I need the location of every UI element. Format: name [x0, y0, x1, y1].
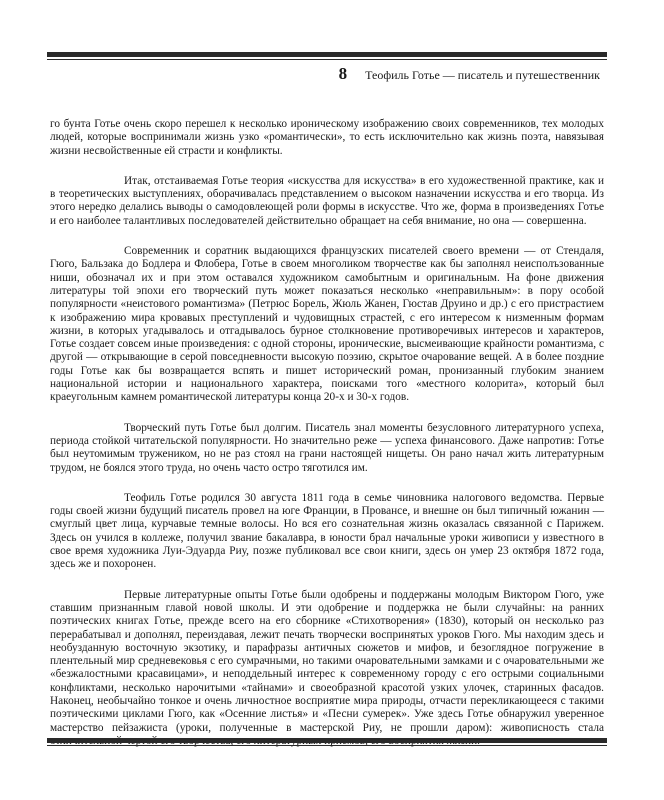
- paragraph: Итак, отстаиваемая Готье теория «искусства для искусства» в его художественной практике, как и в теоретических выступлениях, оборачивалась представлением о высоком назначении искусства и его творца. Из этого нередко делались выводы о самодовлеющей роли формы в искусстве. Что же, форма в произведениях Готье и его наиболее талантливых последователей действительно обращает на себя внимание, но она — совершенна.: [50, 174, 604, 227]
- header-rule-thick: [47, 52, 607, 57]
- page-number: 8: [338, 64, 348, 83]
- paragraph: Первые литературные опыты Готье были одобрены и поддержаны молодым Виктором Гюго, уже ставшим признанным главой новой школы. И эти одобрение и поддержка не были случайны: на ранних поэтических книгах Готье, прежде всего на его сборнике «Стихотворения» (1830), который он несколько раз перерабатывал и дополнял, переиздавая, лежит печать творчески воспринятых уроков Гюго. Мы находим здесь и необузданную восточную экзотику, и парафразы античных сюжетов и мифов, и безоглядное погружение в плентельный мир средневековья с его сумрачными, но такими очаровательными замками и с очаровательными же «безжалостными красавицами», и неподдельный интерес к современному городу с его острыми социальными конфликтами, несколько нарочитыми «тайнами» и своеобразной красотой узких улочек, старинных фасадов. Наконец, необычайно тонкое и очень личностное восприятие мира природы, отчасти перекликающееся с такими поэтическими циклами Гюго, как «Осенние листья» и «Песни сумерек». Уже здесь Готье обнаружил уверенное мастерство пейзажиста (уроки, полученные в мастерской Риу, не прошли даром): живописность стала: [50, 588, 604, 734]
- paragraph: Теофиль Готье родился 30 августа 1811 года в семье чиновника налогового ведомства. Первые годы своей жизни будущий писатель провел на юге Франции, в Провансе, и внешне он был типичный южанин — смуглый цвет лица, курчавые темные волосы. Но вся его сознательная жизнь оказалась связанной с Парижем. Здесь он учился в коллеже, получил звание бакалавра, в юности брал начальные уроки живописи у известного в свое время художника Луи-Эдуарда Риу, позже публиковал все свои книги, здесь он умер 23 октября 1872 года, здесь же и похоронен.: [50, 491, 604, 571]
- paragraph: Творческий путь Готье был долгим. Писатель знал моменты безусловного литературного успеха, периода стойкой читательской популярности. Но значительно реже — успеха финансового. Даже напротив: Готье был неутомимым тружеником, но не раз стоял на грани настоящей нищеты. Он рано начал жить литературным трудом, не боялся этого труда, но очень часто остро тяготился им.: [50, 421, 604, 474]
- running-title: Теофиль Готье — писатель и путешественник: [365, 68, 600, 82]
- body-text: [50, 118, 604, 765]
- footer-rule-thick: [47, 738, 607, 743]
- header-rule-thin: [47, 59, 607, 60]
- paragraph: го бунта Готье очень скоро перешел к несколько ироническому изображению своих современников, тех молодых людей, которые воспринимали жизнь узко «романтически», то есть исключительно как жизнь поэта, навязывая жизни несвойственные ей страсти и конфликты.: [50, 118, 604, 157]
- paragraph: Современник и соратник выдающихся французских писателей своего времени — от Стендаля, Гюго, Бальзака до Бодлера и Флобера, Готье в своем многоликом творчестве как бы заполнял неисполъзованные ниши, обозначал их и при этом оставался художником самобытным и оригинальным. На фоне движения литературы той эпохи его творческий путь может показаться несколько «неправильным»: в пору особой популярности «неистового романтизма» (Петрюс Борель, Жюль Жанен, Гюстав Друино и др.) с его пристрастием к изображению мира кровавых преступлений и чудовищных страстей, с его интересом к низменным формам жизни, в которых угадывалось и отгадывалось бурное столкновение противоречивых интересов и характеров, Готье создает совсем иные произведения: с одной стороны, иронические, высмеивающие крайности романтизма, с другой — открывающие в серой повседневности высокую поэзию, скрытое очарование вещей. А в более поздние годы Готье как бы возвращается вспять и пишет исторический роман, пронизанный глубоким знанием национальной истории и национального характера, поисками того «местного колорита», который был краеугольным камнем романтической литературы конца 20-х и 30-х годов.: [50, 245, 604, 404]
- footer-rule-thin: [47, 745, 607, 746]
- page-header: [339, 64, 600, 84]
